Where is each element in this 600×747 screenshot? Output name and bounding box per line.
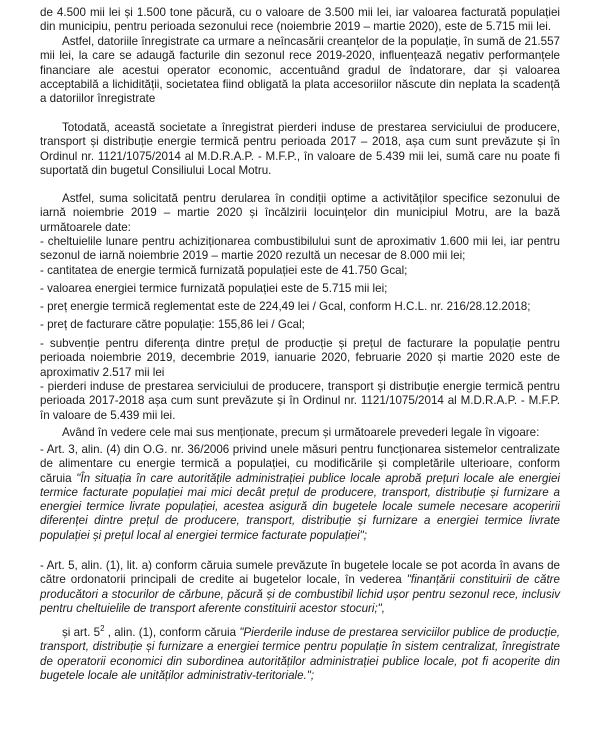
paragraph-intro-continuation: de 4.500 mii lei și 1.500 tone păcură, cu o valoare de 3.500 mii lei, iar valoarea facturată populației din municipiu, pentru perioada sezonului rece (noiembrie 2019 – martie 2020), este de 5.715 mii lei.	[40, 6, 560, 34]
paragraph-losses: Totodată, această societate a înregistrat pierderi induse de prestarea serviciului de producere, transport și distribuție energie termică pentru perioada 2017 – 2018, așa cum sunt prevăzute și în Ordinul nr. 1121/1075/2014 al M.D.R.A.P. - M.F.P., în valoare de 5.439 mii lei, sumă care nu poate fi suportată din bugetul Consiliului Local Motru.	[40, 121, 560, 177]
article-superscript: 2	[100, 624, 105, 634]
list-item-regulated-price: - preț energie termică reglementat este de 224,49 lei / Gcal, conform H.C.L. nr. 216/28.12.2018;	[40, 300, 531, 313]
list-item-subsidy: - subvenție pentru diferența dintre prețul de producție și prețul de facturare la populație pentru perioada noiembrie 2019, decembrie 2019, ianuarie 2020, februarie 2020 și martie 2020 este de aproximativ 2.517 mii lei	[40, 337, 560, 379]
list-item-fuel-costs: - cheltuielile lunare pentru achiziționarea combustibilului sunt de aproximativ 1.600 mii lei, iar pentru sezonul de iarnă noiembrie 2019 – martie 2020 rezultă un necesar de 8.000 mii lei;	[40, 235, 560, 263]
article-5-text: - Art. 5, alin. (1), lit. a) conform căruia sumele prevăzute în bugetele locale se pot acorda în avans de către ordonatorii principali de credite ai bugetelor locale, în vederea	[40, 559, 560, 587]
list-item-billing-price: - preț de facturare către populație: 155,86 lei / Gcal;	[40, 318, 305, 331]
article-5-quote: "finanțării constituirii de către producători a stocurilor de cărbune, păcură și de combustibil lichid ușor pentru sezonul rece, inclusiv pentru cheltuielile de transport aferente constituirii acestor stocuri;",	[40, 573, 560, 615]
list-item-energy-value: - valoarea energiei termice furnizată populației este de 5.715 mii lei;	[40, 282, 388, 295]
article-5-2-prefix: și art. 5	[62, 626, 101, 639]
article-5-2-quote: "Pierderile induse de prestarea serviciilor publice de producție, transport, distribuție și furnizare a energiei termice pentru populație în sistem centralizat, înregistrate de operatorii economici din subordinea autorităților administrației publice locale, pot fi acoperite din bugetele locale ale unităților administrativ-teritoriale.";	[40, 626, 560, 682]
paragraph-debts: Astfel, datoriile înregistrate ca urmare a neîncasării creanțelor de la populație, în sumă de 21.557 mii lei, la care se adaugă facturile din sezonul rece 2019-2020, influențează negativ performanțele financiare ale acestui operator economic, accentuând gradul de îndatorare, dar și valoarea acceptabilă a lichidității, societatea fiind obligată la plata accesoriilor născute din neplata la scadență a datoriilor înregistrate	[40, 35, 560, 106]
list-item-energy-quantity: - cantitatea de energie termică furnizată populației este de 41.750 Gcal;	[40, 264, 408, 277]
paragraph-article-5-2	[40, 626, 560, 683]
paragraph-request-basis: Astfel, suma solicitată pentru derularea în condiții optime a activităților specifice sezonului de iarnă noiembrie 2019 – martie 2020 și încălzirii locuințelor din municipiul Motru, are la bază următoarele date:	[40, 192, 560, 234]
article-5-2-text: , alin. (1), conform căruia	[104, 626, 240, 639]
paragraph-article-5	[40, 559, 560, 616]
article-3-text: - Art. 3, alin. (4) din O.G. nr. 36/2006 privind unele măsuri pentru funcționarea sistemelor centralizate de alimentare cu energie termică a populației, cu modificările și completările ulterioare, conform căruia	[40, 443, 560, 485]
list-item-induced-losses: - pierderi induse de prestarea serviciului de producere, transport și distribuție energie termică pentru perioada 2017-2018 așa cum sunt prevăzute și în Ordinul nr. 1121/1075/2014 al M.D.R.A.P. - M.F.P. în valoare de 5.439 mii lei.	[40, 380, 560, 422]
paragraph-article-3	[40, 443, 560, 543]
paragraph-legal-intro: Având în vedere cele mai sus menționate, precum și următoarele prevederi legale în vigoare:	[62, 426, 540, 439]
article-3-quote: "În situația în care autoritățile administrației publice locale aprobă prețuri locale ale energiei termice facturate populației mai mici decât prețul de producere, transport, distribuție și furnizare a energiei termice livrate populației, acestea asigură din bugetele locale sumele necesare acoperirii diferenței dintre prețul de producere, transport, distribuție și furnizare a energiei termice livrate populației și prețul local al energiei termice facturate populației";	[40, 471, 560, 542]
